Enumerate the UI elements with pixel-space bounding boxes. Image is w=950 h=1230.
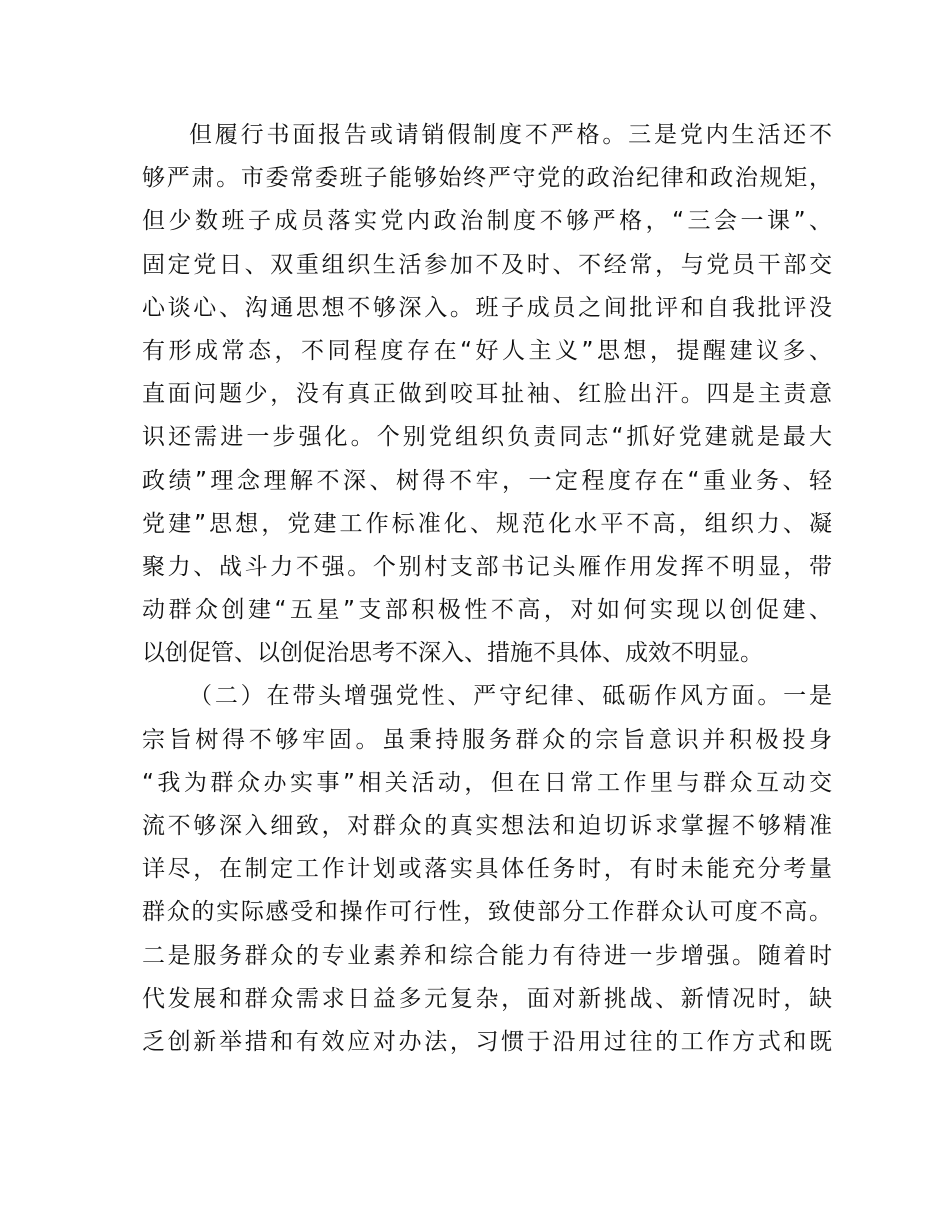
text-line: 固定党日、双重组织生活参加不及时、不经常，与党员干部交 <box>142 251 832 278</box>
text-line: 以创促管、以创促治思考不深入、措施不具体、成效不明显。 <box>142 640 763 667</box>
text-line: 党建”思想，党建工作标准化、规范化水平不高，组织力、凝 <box>142 510 832 537</box>
text-line: 聚力、战斗力不强。个别村支部书记头雁作用发挥不明显，带 <box>142 553 832 580</box>
text-line: 够严肃。市委常委班子能够始终严守党的政治纪律和政治规矩， <box>142 165 832 192</box>
text-line: 详尽，在制定工作计划或落实具体任务时，有时未能充分考量 <box>142 856 832 883</box>
text-line: 但履行书面报告或请销假制度不严格。三是党内生活还不 <box>189 122 832 148</box>
text-line: 流不够深入细致，对群众的真实想法和迫切诉求掌握不够精准 <box>142 813 832 839</box>
body-text <box>142 114 832 1064</box>
text-line: “我为群众办实事”相关活动，但在日常工作里与群众互动交 <box>142 769 832 796</box>
text-line: 政绩”理念理解不深、树得不牢，一定程度存在“重业务、轻 <box>142 467 832 494</box>
text-line: 识还需进一步强化。个别党组织负责同志“抓好党建就是最大 <box>142 424 832 451</box>
text-line: 但少数班子成员落实党内政治制度不够严格，“三会一课”、 <box>142 208 832 235</box>
text-line: 直面问题少，没有真正做到咬耳扯袖、红脸出汗。四是主责意 <box>142 381 832 408</box>
text-line: 有形成常态，不同程度存在“好人主义”思想，提醒建议多、 <box>142 337 832 364</box>
text-line: 代发展和群众需求日益多元复杂，面对新挑战、新情况时，缺 <box>142 985 832 1012</box>
text-line: （二）在带头增强党性、严守纪律、砥砺作风方面。一是 <box>189 683 832 710</box>
text-line: 心谈心、沟通思想不够深入。班子成员之间批评和自我批评没 <box>142 294 832 321</box>
text-line: 动群众创建“五星”支部积极性不高，对如何实现以创促建、 <box>142 597 832 624</box>
text-line: 宗旨树得不够牢固。虽秉持服务群众的宗旨意识并积极投身 <box>142 726 832 753</box>
text-line: 群众的实际感受和操作可行性，致使部分工作群众认可度不高。 <box>142 899 832 926</box>
text-line: 乏创新举措和有效应对办法，习惯于沿用过往的工作方式和既 <box>142 1028 832 1055</box>
text-line: 二是服务群众的专业素养和综合能力有待进一步增强。随着时 <box>142 942 832 969</box>
